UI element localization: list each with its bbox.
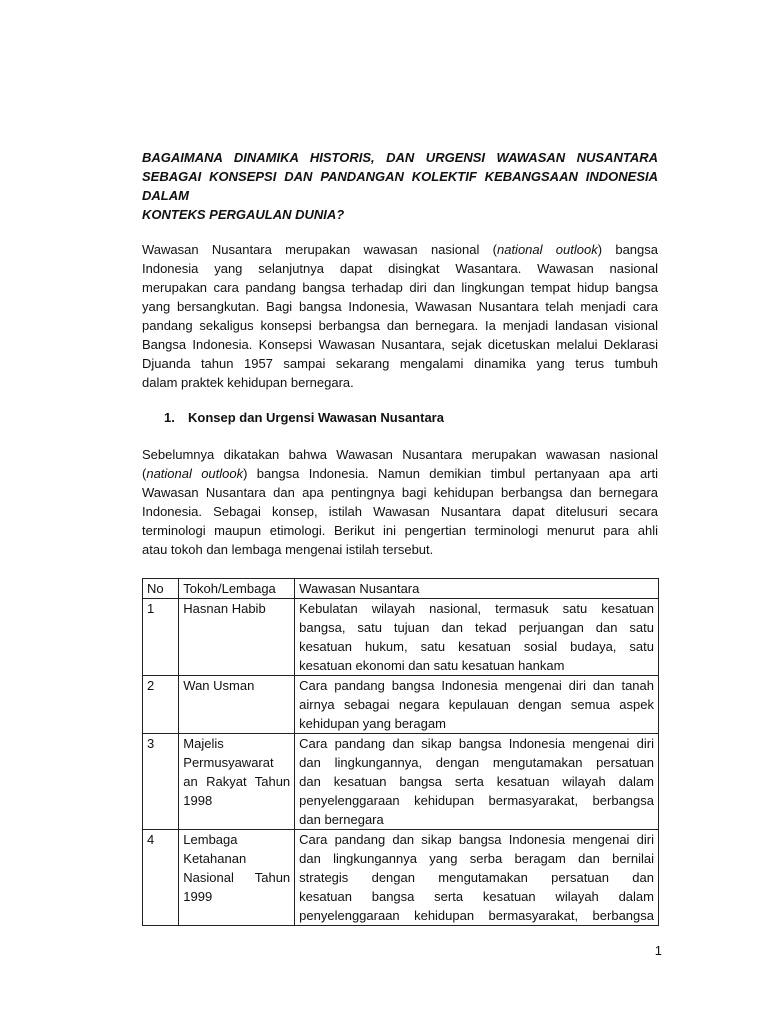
cell-tokoh: Majelis Permusyawarat an Rakyat Tahun 1998: [179, 734, 295, 830]
table-row: [143, 830, 659, 926]
italic-term: national outlook: [496, 242, 598, 257]
cell-wawasan: Cara pandang bangsa Indonesia mengenai diri dan tanah airnya sebagai negara kepulauan dengan semua aspek kehidupan yang beragam: [295, 676, 659, 734]
cell-no: 4: [143, 830, 179, 926]
paragraph-concept: [142, 445, 658, 559]
table-row: [143, 676, 659, 734]
italic-term: national outlook: [146, 466, 244, 481]
paragraph-line: atau tokoh dan lembaga mengenai istilah tersebut.: [142, 542, 434, 557]
heading-line: SEBAGAI KONSEPSI DAN PANDANGAN KOLEKTIF KEBANGSAAN INDONESIA DALAM: [142, 169, 658, 203]
paragraph-line: Indonesia. Sebagai konsep, istilah Wawasan Nusantara dapat ditelusuri secara: [142, 504, 658, 519]
paragraph-line: Wawasan Nusantara dan apa pentingnya bagi kehidupan berbangsa dan bernegara: [142, 485, 658, 500]
paragraph-intro: [142, 240, 658, 392]
table-row: [143, 599, 659, 676]
cell-no: 3: [143, 734, 179, 830]
section-title: Konsep dan Urgensi Wawasan Nusantara: [188, 410, 444, 425]
paragraph-line: Sebelumnya dikatakan bahwa Wawasan Nusantara merupakan wawasan nasional: [142, 447, 658, 462]
cell-tokoh: Hasnan Habib: [179, 599, 295, 676]
header-no: No: [143, 579, 179, 599]
paragraph-line: dalam praktek kehidupan bernegara.: [142, 375, 354, 390]
cell-wawasan: Cara pandang dan sikap bangsa Indonesia mengenai diri dan lingkungannya, dengan mengutamakan persatuan dan kesatuan bangsa serta kesatuan wilayah dalam penyelenggaraan kehidupan bermasyarakat, berbangsa dan bernegara: [295, 734, 659, 830]
paragraph-line: Djuanda tahun 1957 sampai sekarang mengalami dinamika yang terus tumbuh: [142, 356, 658, 371]
paragraph-line: Wawasan Nusantara merupakan wawasan nasional (national outlook) bangsa: [142, 242, 658, 257]
cell-no: 2: [143, 676, 179, 734]
header-tokoh: Tokoh/Lembaga: [179, 579, 295, 599]
cell-no: 1: [143, 599, 179, 676]
document-page: [142, 148, 658, 926]
paragraph-line: Indonesia yang selanjutnya dapat disingkat Wasantara. Wawasan nasional: [142, 261, 658, 276]
heading-line: KONTEKS PERGAULAN DUNIA?: [142, 207, 345, 222]
header-wawasan: Wawasan Nusantara: [295, 579, 659, 599]
paragraph-line: terminologi maupun etimologi. Berikut ini pengertian terminologi menurut para ahli: [142, 523, 658, 538]
paragraph-line: yang bersangkutan. Bagi bangsa Indonesia, Wawasan Nusantara telah menjadi cara: [142, 299, 658, 314]
cell-tokoh: Lembaga Ketahanan Nasional Tahun 1999: [179, 830, 295, 926]
section-heading: [142, 410, 658, 425]
page-heading: [142, 148, 658, 224]
section-number: 1.: [164, 410, 175, 425]
page-number: 1: [654, 943, 662, 958]
cell-wawasan: Kebulatan wilayah nasional, termasuk satu kesatuan bangsa, satu tujuan dan tekad perjuangan dan satu kesatuan hukum, satu kesatuan sosial budaya, satu kesatuan ekonomi dan satu kesatuan hankam: [295, 599, 659, 676]
cell-wawasan: Cara pandang dan sikap bangsa Indonesia mengenai diri dan lingkungannya yang serba beragam dan bernilai strategis dengan mengutamakan persatuan dan kesatuan bangsa serta kesatuan wilayah dalam penyelenggaraan kehidupan bermasyarakat, berbangsa: [295, 830, 659, 926]
table-row: [143, 734, 659, 830]
paragraph-line: (national outlook) bangsa Indonesia. Namun demikian timbul pertanyaan apa arti: [142, 466, 658, 481]
paragraph-line: Bangsa Indonesia. Konsepsi Wawasan Nusantara, sejak dicetuskan melalui Deklarasi: [142, 337, 658, 352]
definitions-table: [142, 578, 659, 926]
cell-tokoh: Wan Usman: [179, 676, 295, 734]
paragraph-line: merupakan cara pandang bangsa terhadap diri dan lingkungan tempat hidup bangsa: [142, 280, 658, 295]
paragraph-line: pandang sekaligus konsepsi berbangsa dan bernegara. Ia menjadi landasan visional: [142, 318, 658, 333]
heading-line: BAGAIMANA DINAMIKA HISTORIS, DAN URGENSI WAWASAN NUSANTARA: [142, 150, 658, 165]
table-header-row: [143, 579, 659, 599]
